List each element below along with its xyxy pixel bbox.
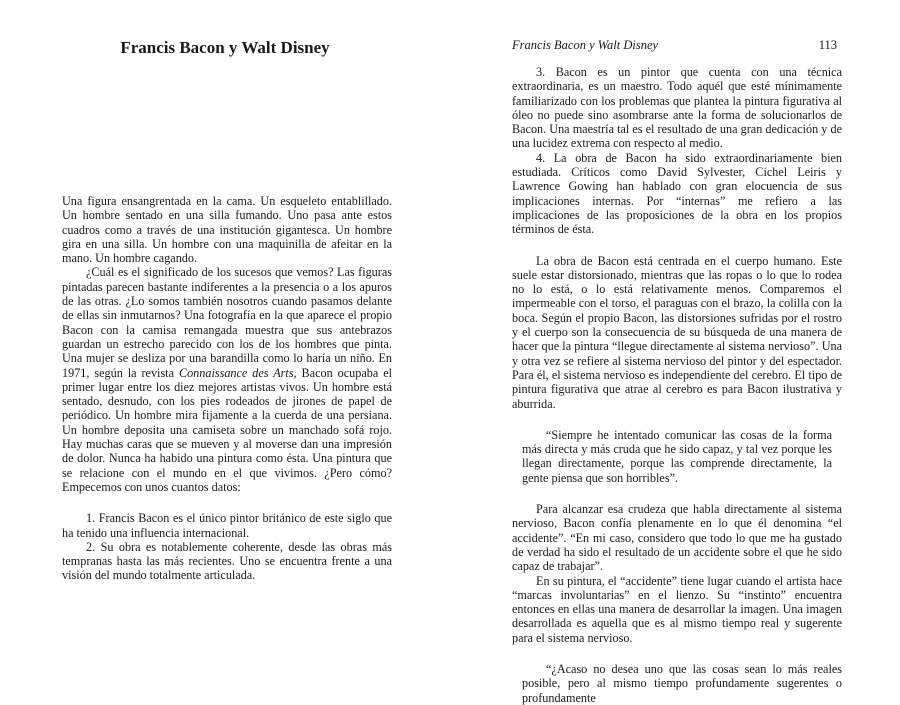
list-item-2: 2. Su obra es notablemente coherente, desde las obras más tempranas hasta las más recientes. Uno se encuentra frente a una visión del mundo totalmente articulada.: [62, 539, 392, 583]
right-body-text: [512, 65, 842, 705]
chapter-title: Francis Bacon y Walt Disney: [120, 38, 330, 57]
running-header: [512, 38, 837, 53]
list-item-1: 1. Francis Bacon es el único pintor británico de este siglo que ha tenido una influencia internacional.: [62, 511, 392, 540]
magazine-title: Connaissance des Arts,: [178, 365, 297, 380]
paragraph-significance-part-b: Bacon ocupaba el primer lugar entre los diez mejores artistas vivos. Un hombre está sentado, desnudo, con los pies rodeados de jirones de papel de periódico. Un hombre mira fijamente a la cuerda de una persiana. Un hombre deposita una camiseta sobre un manchado sofá rojo. Hay muchas caras que se mueven y al moverse dan una impresión de dolor. Nunca ha habido una pintura como ésta. Una pintura que se relacione con el mundo en el que vivimos. ¿Pero cómo? Empecemos con unos cuantos datos:: [62, 365, 392, 494]
paragraph-body: La obra de Bacon está centrada en el cuerpo humano. Este suele estar distorsionado, mientras que las ropas o lo que lo rodea no lo está, o lo está relativamente menos. Comparemos el impermeable con el torso, el paraguas con el brazo, la colilla con la boca. Según el propio Bacon, las distorsiones sufridas por el rostro y el cuerpo son la consecuencia de su búsqueda de una manera de hacer que la pintura “llegue directamente al sistema nervioso”. Una y otra vez se refiere al sistema nervioso del pintor y del espectador. Para él, el sistema nervioso es independiente del cerebro. El tipo de pintura figurativa que atrae al cerebro es para Bacon ilustrativa y aburrida.: [512, 253, 842, 411]
paragraph-significance-part-a: ¿Cuál es el significado de los sucesos que vemos? Las figuras pintadas parecen bastante indiferentes a la presencia o a los apuros de las otras. ¿Lo somos también nosotros cuando pasamos delante de ellas sin inmutarnos? Una fotografía en la que aparece el propio Bacon con la camisa remangada muestra que sus antebrazos guardan un estrecho parecido con los de los hombres que pinta. Una mujer se desliza por una barandilla como lo haría un niño. En 1971, según la revista: [62, 265, 392, 380]
left-page: [0, 0, 450, 630]
quote-2: “¿Acaso no desea uno que las cosas sean lo más reales posible, pero al mismo tiempo profundamente sugerentes o profundamente: [522, 661, 842, 705]
paragraph-accident: Para alcanzar esa crudeza que habla directamente al sistema nervioso, Bacon confía plenamente en lo que él denomina “el accidente”. “En mi caso, considero que todo lo que me ha gustado de verdad ha sido el resultado de un accidente sobre el que he sido capaz de trabajar”.: [512, 502, 842, 574]
quote-1: “Siempre he intentado comunicar las cosas de la forma más directa y más cruda que he sido capaz, y tal vez porque les llegan directamente, porque las comprende directamente, la gente piensa que son horribles”.: [522, 427, 832, 485]
list-item-4: 4. La obra de Bacon ha sido extraordinariamente bien estudiada. Críticos como David Sylvester, Cichel Leiris y Lawrence Gowing han hablado con gran elocuencia de sus implicaciones internas. Por “internas” me refiero a las implicaciones de las proposiciones de la obra en los propios términos de ésta.: [512, 150, 842, 237]
paragraph-significance: [62, 265, 392, 494]
left-body-text: [62, 194, 392, 583]
page-number: 113: [818, 38, 837, 52]
paragraph-instinct: En su pintura, el “accidente” tiene lugar cuando el artista hace “marcas involuntarias” en el lienzo. Su “instinto” encuentra entonces en ellas una manera de desarrollar la imagen. Una imagen desarrollada es aquella que es al mismo tiempo real y sugerente para el sistema nervioso.: [512, 573, 842, 645]
paragraph-intro: Una figura ensangrentada en la cama. Un esqueleto entablillado. Un hombre sentado en una silla fumando. Uno pasa ante estos cuadros como a través de una institución gigantesca. Un hombre gira en una silla. Un hombre con una maquinilla de afeitar en la mano. Un hombre cagando.: [62, 194, 392, 266]
list-item-3: 3. Bacon es un pintor que cuenta con una técnica extraordinaria, es un maestro. Todo aquél que esté mínimamente familiarizado con los problemas que plantea la pintura figurativa al óleo no puede sino asombrarse ante la forma de solucionarlos de Bacon. Una maestría tal es el resultado de una gran dedicación y de una lucidez extrema con respecto al medio.: [512, 65, 842, 151]
running-title: Francis Bacon y Walt Disney: [512, 38, 659, 52]
